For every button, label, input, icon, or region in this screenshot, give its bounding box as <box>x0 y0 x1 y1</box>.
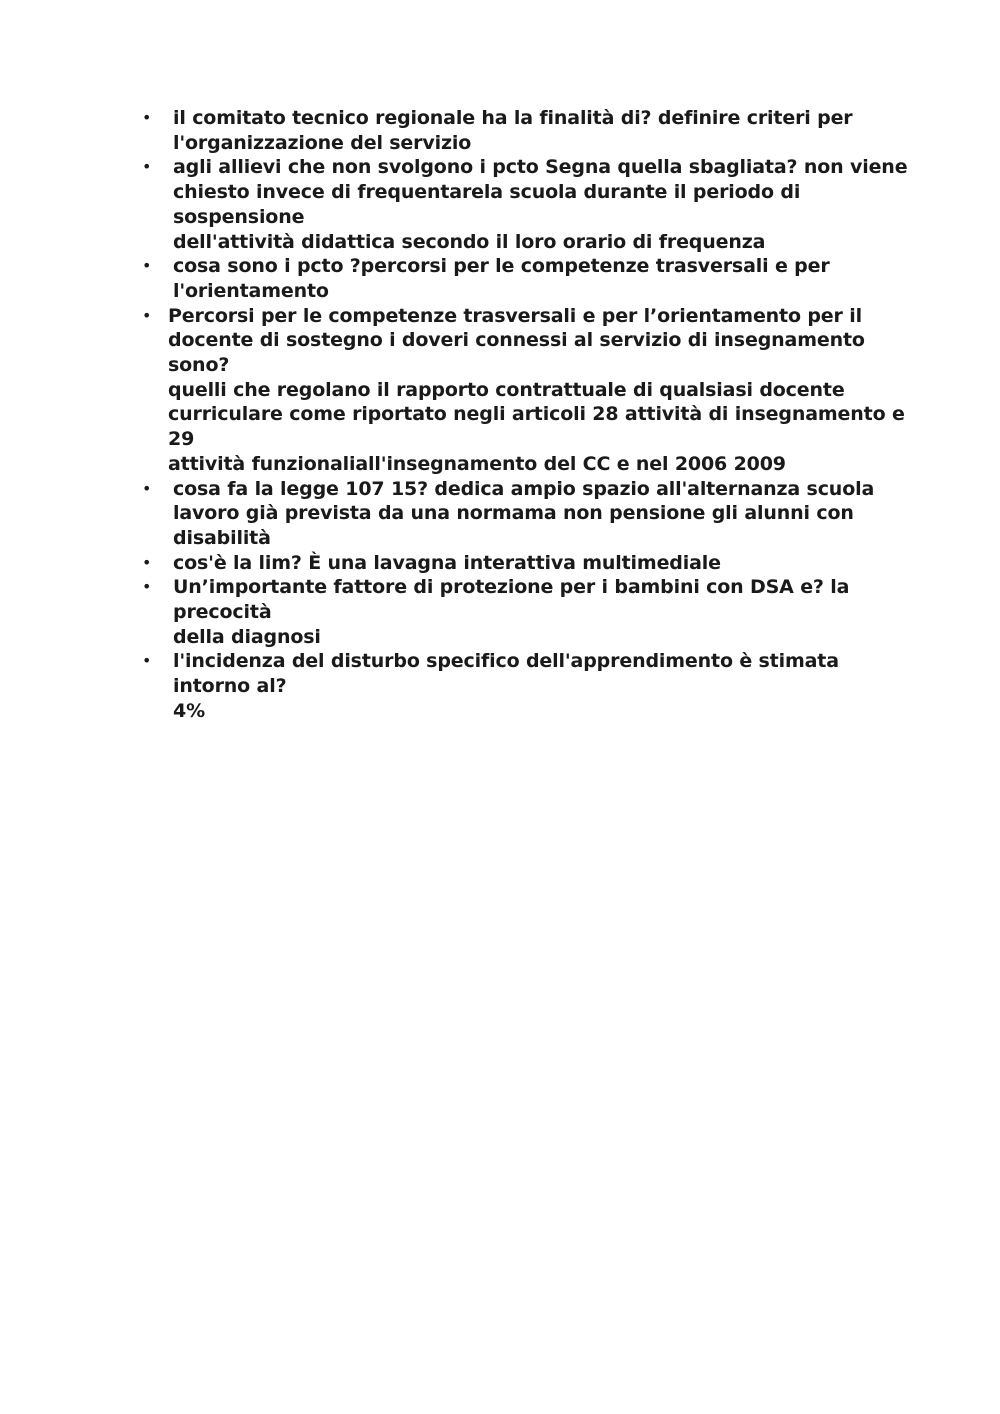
list-item <box>142 254 908 303</box>
list-item-text: Un’importante fattore di protezione per i bambini con DSA e? la precocità della diagnosi <box>173 576 850 648</box>
bullet-icon: • <box>142 256 152 276</box>
list-item <box>142 477 908 551</box>
list-item <box>142 649 908 723</box>
list-item <box>142 155 908 254</box>
list-item-text: cos'è la lim? È una lavagna interattiva multimediale <box>173 551 721 574</box>
bullet-icon: • <box>142 577 152 597</box>
bullet-icon: • <box>142 157 152 177</box>
list-item-text: l'incidenza del disturbo specifico dell'apprendimento è stimata intorno al? 4% <box>173 650 839 722</box>
bullet-icon: • <box>142 552 152 572</box>
bullet-icon: • <box>142 651 152 671</box>
bullet-icon: • <box>142 478 152 498</box>
list-item <box>142 575 908 649</box>
bullet-icon: • <box>142 305 152 325</box>
list-item-text: il comitato tecnico regionale ha la finalità di? definire criteri per l'organizzazione del servizio <box>173 107 853 154</box>
list-item-text: cosa sono i pcto ?percorsi per le competenze trasversali e per l'orientamento <box>173 255 830 302</box>
list-item-text: cosa fa la legge 107 15? dedica ampio spazio all'alternanza scuola lavoro già prevista da una normama non pensione gli alunni con disabilità <box>173 477 875 549</box>
bullet-icon: • <box>142 108 152 127</box>
list-item-text: Percorsi per le competenze trasversali e per l’orientamento per il docente di sostegno i doveri connessi al servizio di insegnamento sono? quelli che regolano il rapporto contrattuale di qualsiasi docente curriculare come riportato negli articoli 28 attività di insegnamento e 29 attività funzionaliall'insegnamento del CC e nel 2006 2009 <box>168 304 905 475</box>
list-item <box>142 106 908 155</box>
list-item <box>142 551 908 576</box>
list-item-text: agli allievi che non svolgono i pcto Segna quella sbagliata? non viene chiesto invece di frequentarela scuola durante il periodo di sospensione dell'attività didattica secondo il loro orario di frequenza <box>173 156 908 253</box>
bullet-list <box>142 106 908 724</box>
list-item <box>142 304 908 477</box>
